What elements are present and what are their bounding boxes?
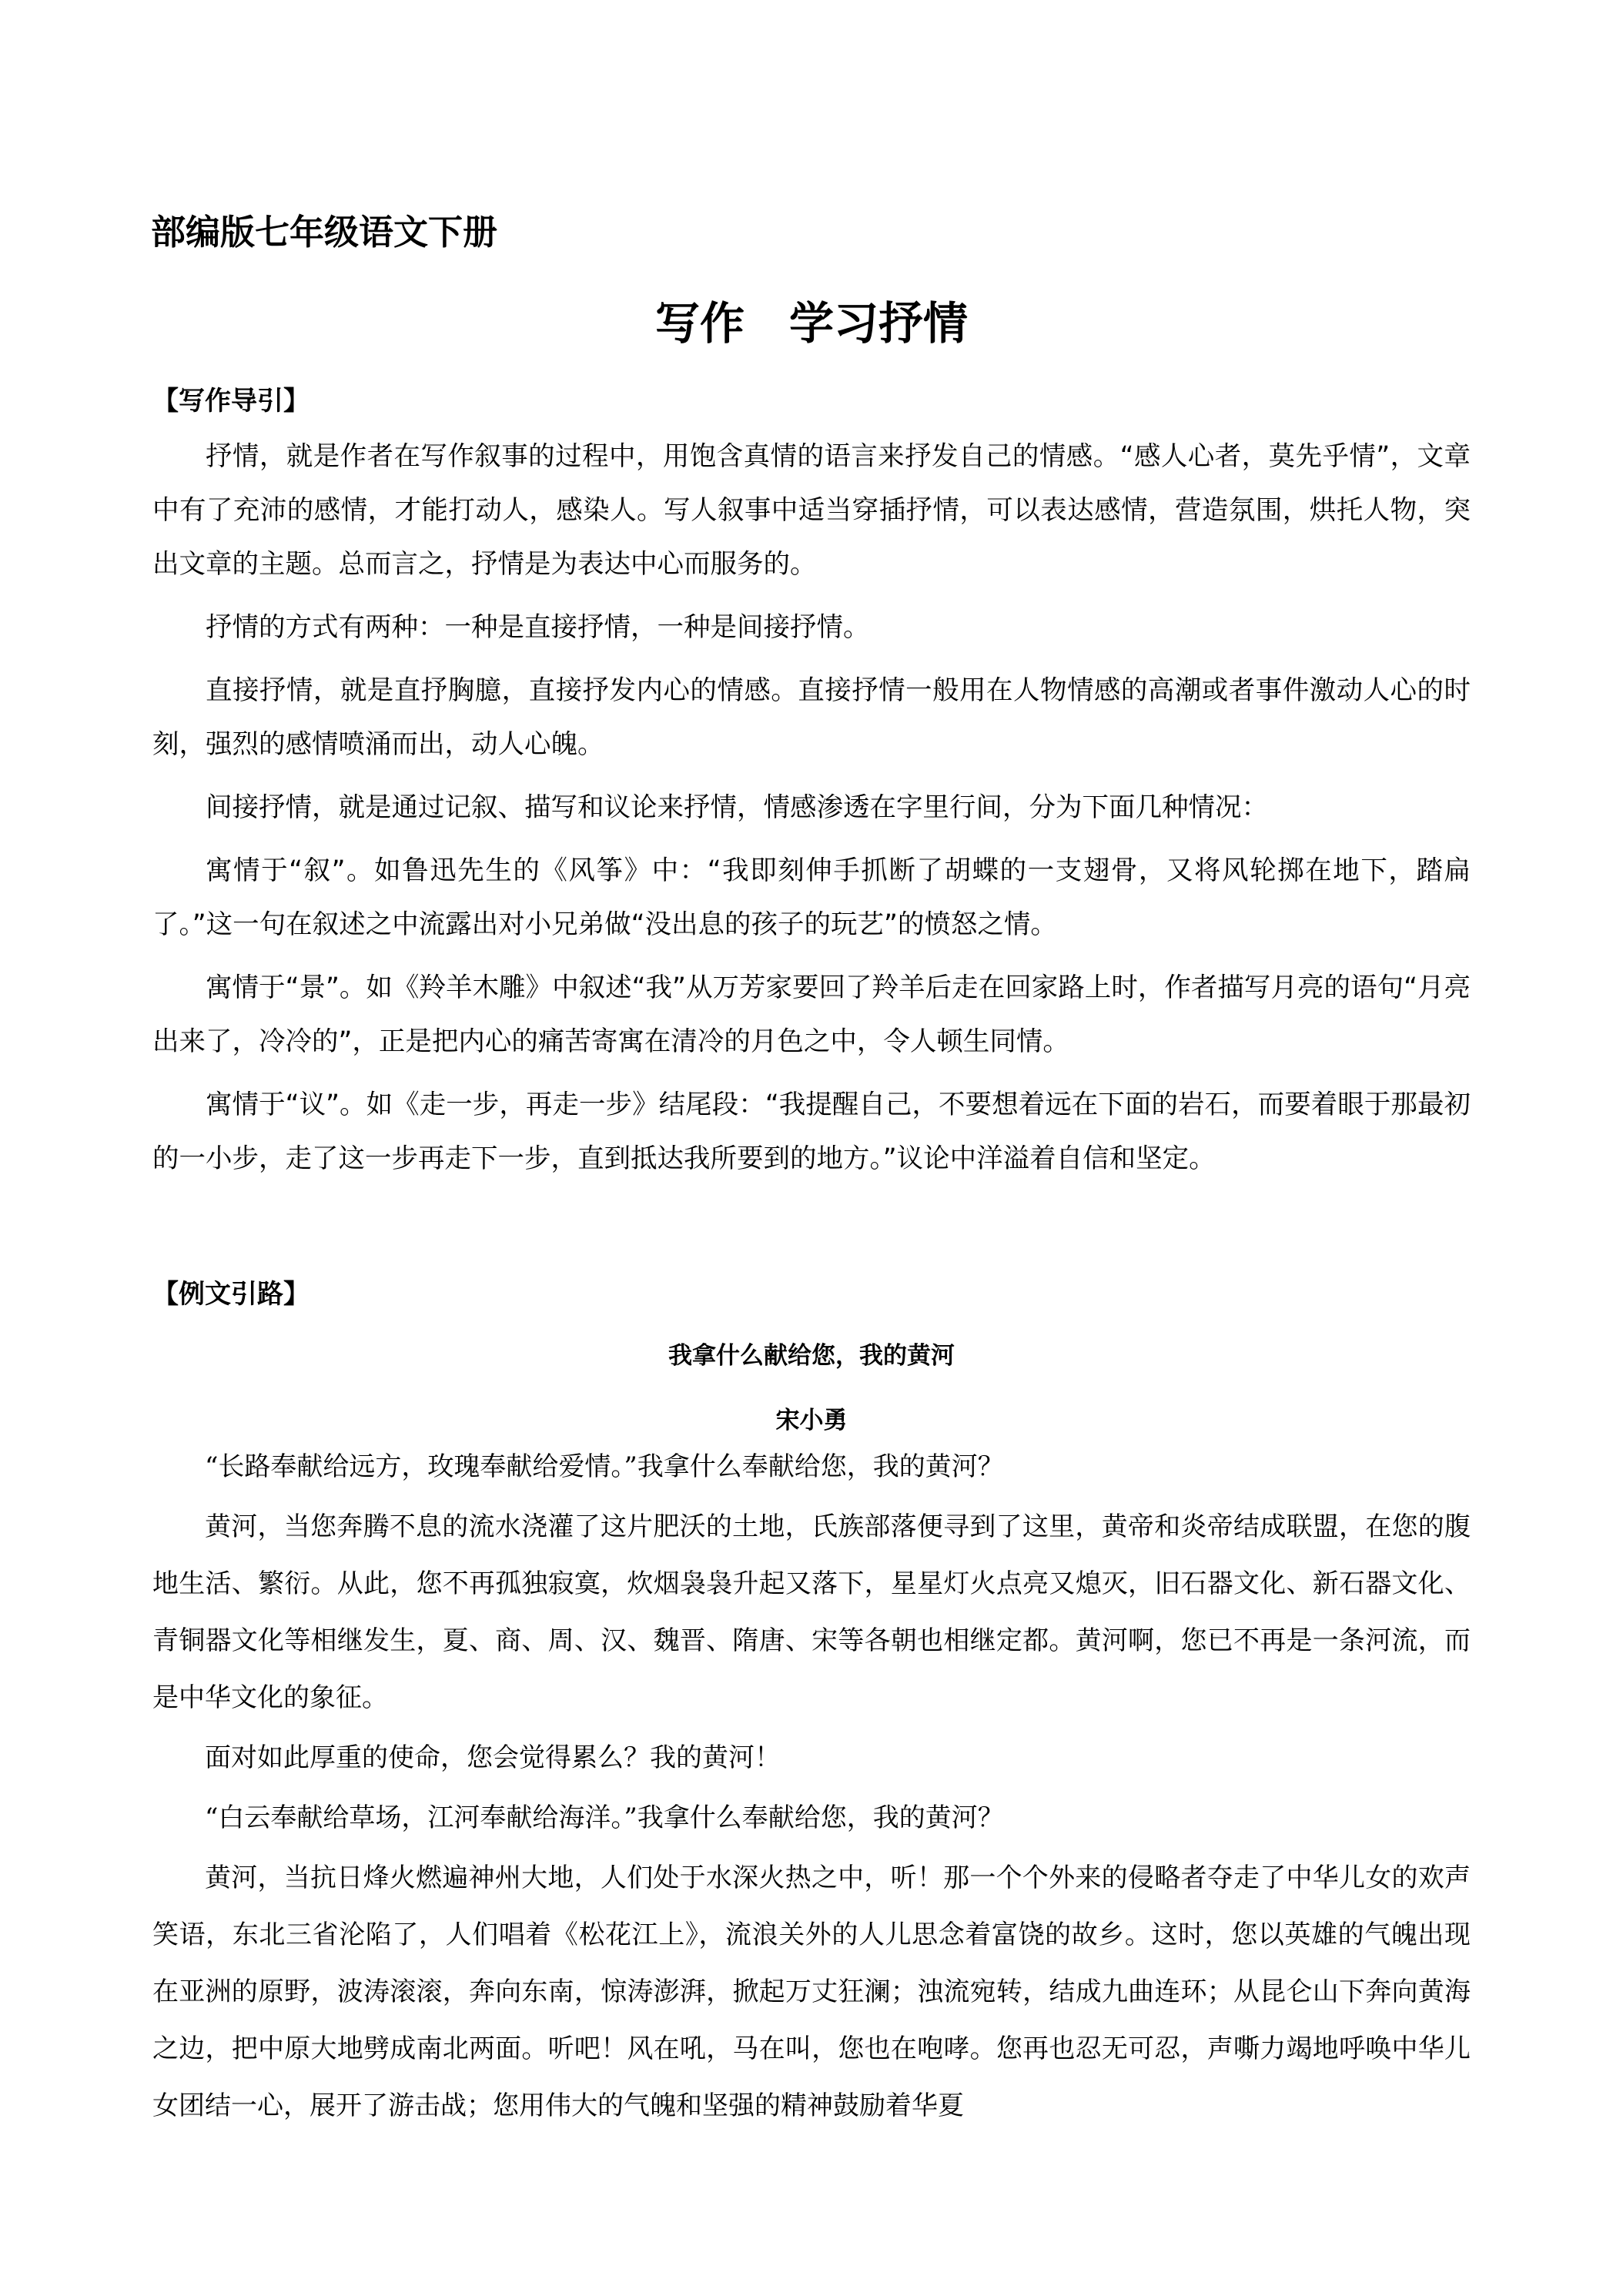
- essay-paragraph: 黄河，当抗日烽火燃遍神州大地，人们处于水深火热之中，听！那一个个外来的侵略者夺走了中华儿女的欢声笑语，东北三省沦陷了，人们唱着《松花江上》，流浪关外的人儿思念着富饶的故乡。这时，您以英雄的气魄出现在亚洲的原野，波涛滚滚，奔向东南，惊涛澎湃，掀起万丈狂澜；浊流宛转，结成九曲连环；从昆仑山下奔向黄海之边，把中原大地劈成南北两面。听吧！风在吼，马在叫，您也在咆哮。您再也忍无可忍，声嘶力竭地呼唤中华儿女团结一心，展开了游击战；您用伟大的气魄和坚强的精神鼓励着华夏: [152, 1863, 1471, 2121]
- guide-text: [152, 430, 1471, 1195]
- guide-paragraph: 直接抒情，就是直抒胸臆，直接抒发内心的情感。直接抒情一般用在人物情感的高潮或者事件激动人心的时刻，强烈的感情喷涌而出，动人心魄。: [152, 675, 1471, 760]
- guide-paragraph: 抒情，就是作者在写作叙事的过程中，用饱含真情的语言来抒发自己的情感。“感人心者，莫先乎情”，文章中有了充沛的感情，才能打动人，感染人。写人叙事中适当穿插抒情，可以表达感情，营造氛围，烘托人物，突出文章的主题。总而言之，抒情是为表达中心而服务的。: [152, 441, 1471, 580]
- page-title: 写作 学习抒情: [654, 297, 968, 350]
- section-label-guide: 【写作导引】: [152, 386, 310, 417]
- guide-paragraph: 寓情于“议”。如《走一步，再走一步》结尾段：“我提醒自己，不要想着远在下面的岩石，而要着眼于那最初的一小步，走了这一步再走下一步，直到抵达我所要到的地方。”议论中洋溢着自信和坚定。: [152, 1089, 1471, 1174]
- guide-paragraph: 寓情于“叙”。如鲁迅先生的《风筝》中：“我即刻伸手抓断了胡蝶的一支翅骨，又将风轮掷在地下，踏扁了。”这一句在叙述之中流露出对小兄弟做“没出息的孩子的玩艺”的愤怒之情。: [152, 855, 1471, 940]
- essay-paragraph: “长路奉献给远方，玫瑰奉献给爱情。”我拿什么奉献给您，我的黄河？: [205, 1451, 1004, 1482]
- guide-paragraph: 寓情于“景”。如《羚羊木雕》中叙述“我”从万芳家要回了羚羊后走在回家路上时，作者描写月亮的语句“月亮出来了，冷冷的”，正是把内心的痛苦寄寓在清冷的月色之中，令人顿生同情。: [152, 972, 1471, 1057]
- section-label-example: 【例文引路】: [152, 1279, 310, 1310]
- essay-title: 我拿什么献给您，我的黄河: [668, 1342, 955, 1370]
- essay-author: 宋小勇: [775, 1407, 848, 1434]
- book-header: 部编版七年级语文下册: [151, 212, 498, 253]
- essay-text: [152, 1438, 1471, 2137]
- essay-paragraph: 面对如此厚重的使命，您会觉得累么？我的黄河！: [205, 1742, 781, 1773]
- essay-paragraph: 黄河，当您奔腾不息的流水浇灌了这片肥沃的土地，氏族部落便寻到了这里，黄帝和炎帝结成联盟，在您的腹地生活、繁衍。从此，您不再孤独寂寞，炊烟袅袅升起又落下，星星灯火点亮又熄灭，旧石器文化、新石器文化、青铜器文化等相继发生，夏、商、周、汉、魏晋、隋唐、宋等各朝也相继定都。黄河啊，您已不再是一条河流，而是中华文化的象征。: [152, 1511, 1471, 1713]
- essay-paragraph: “白云奉献给草场，江河奉献给海洋。”我拿什么奉献给您，我的黄河？: [205, 1802, 1004, 1833]
- guide-paragraph: 间接抒情，就是通过记叙、描写和议论来抒情，情感渗透在字里行间，分为下面几种情况：: [206, 792, 1268, 823]
- guide-paragraph: 抒情的方式有两种：一种是直接抒情，一种是间接抒情。: [206, 612, 870, 643]
